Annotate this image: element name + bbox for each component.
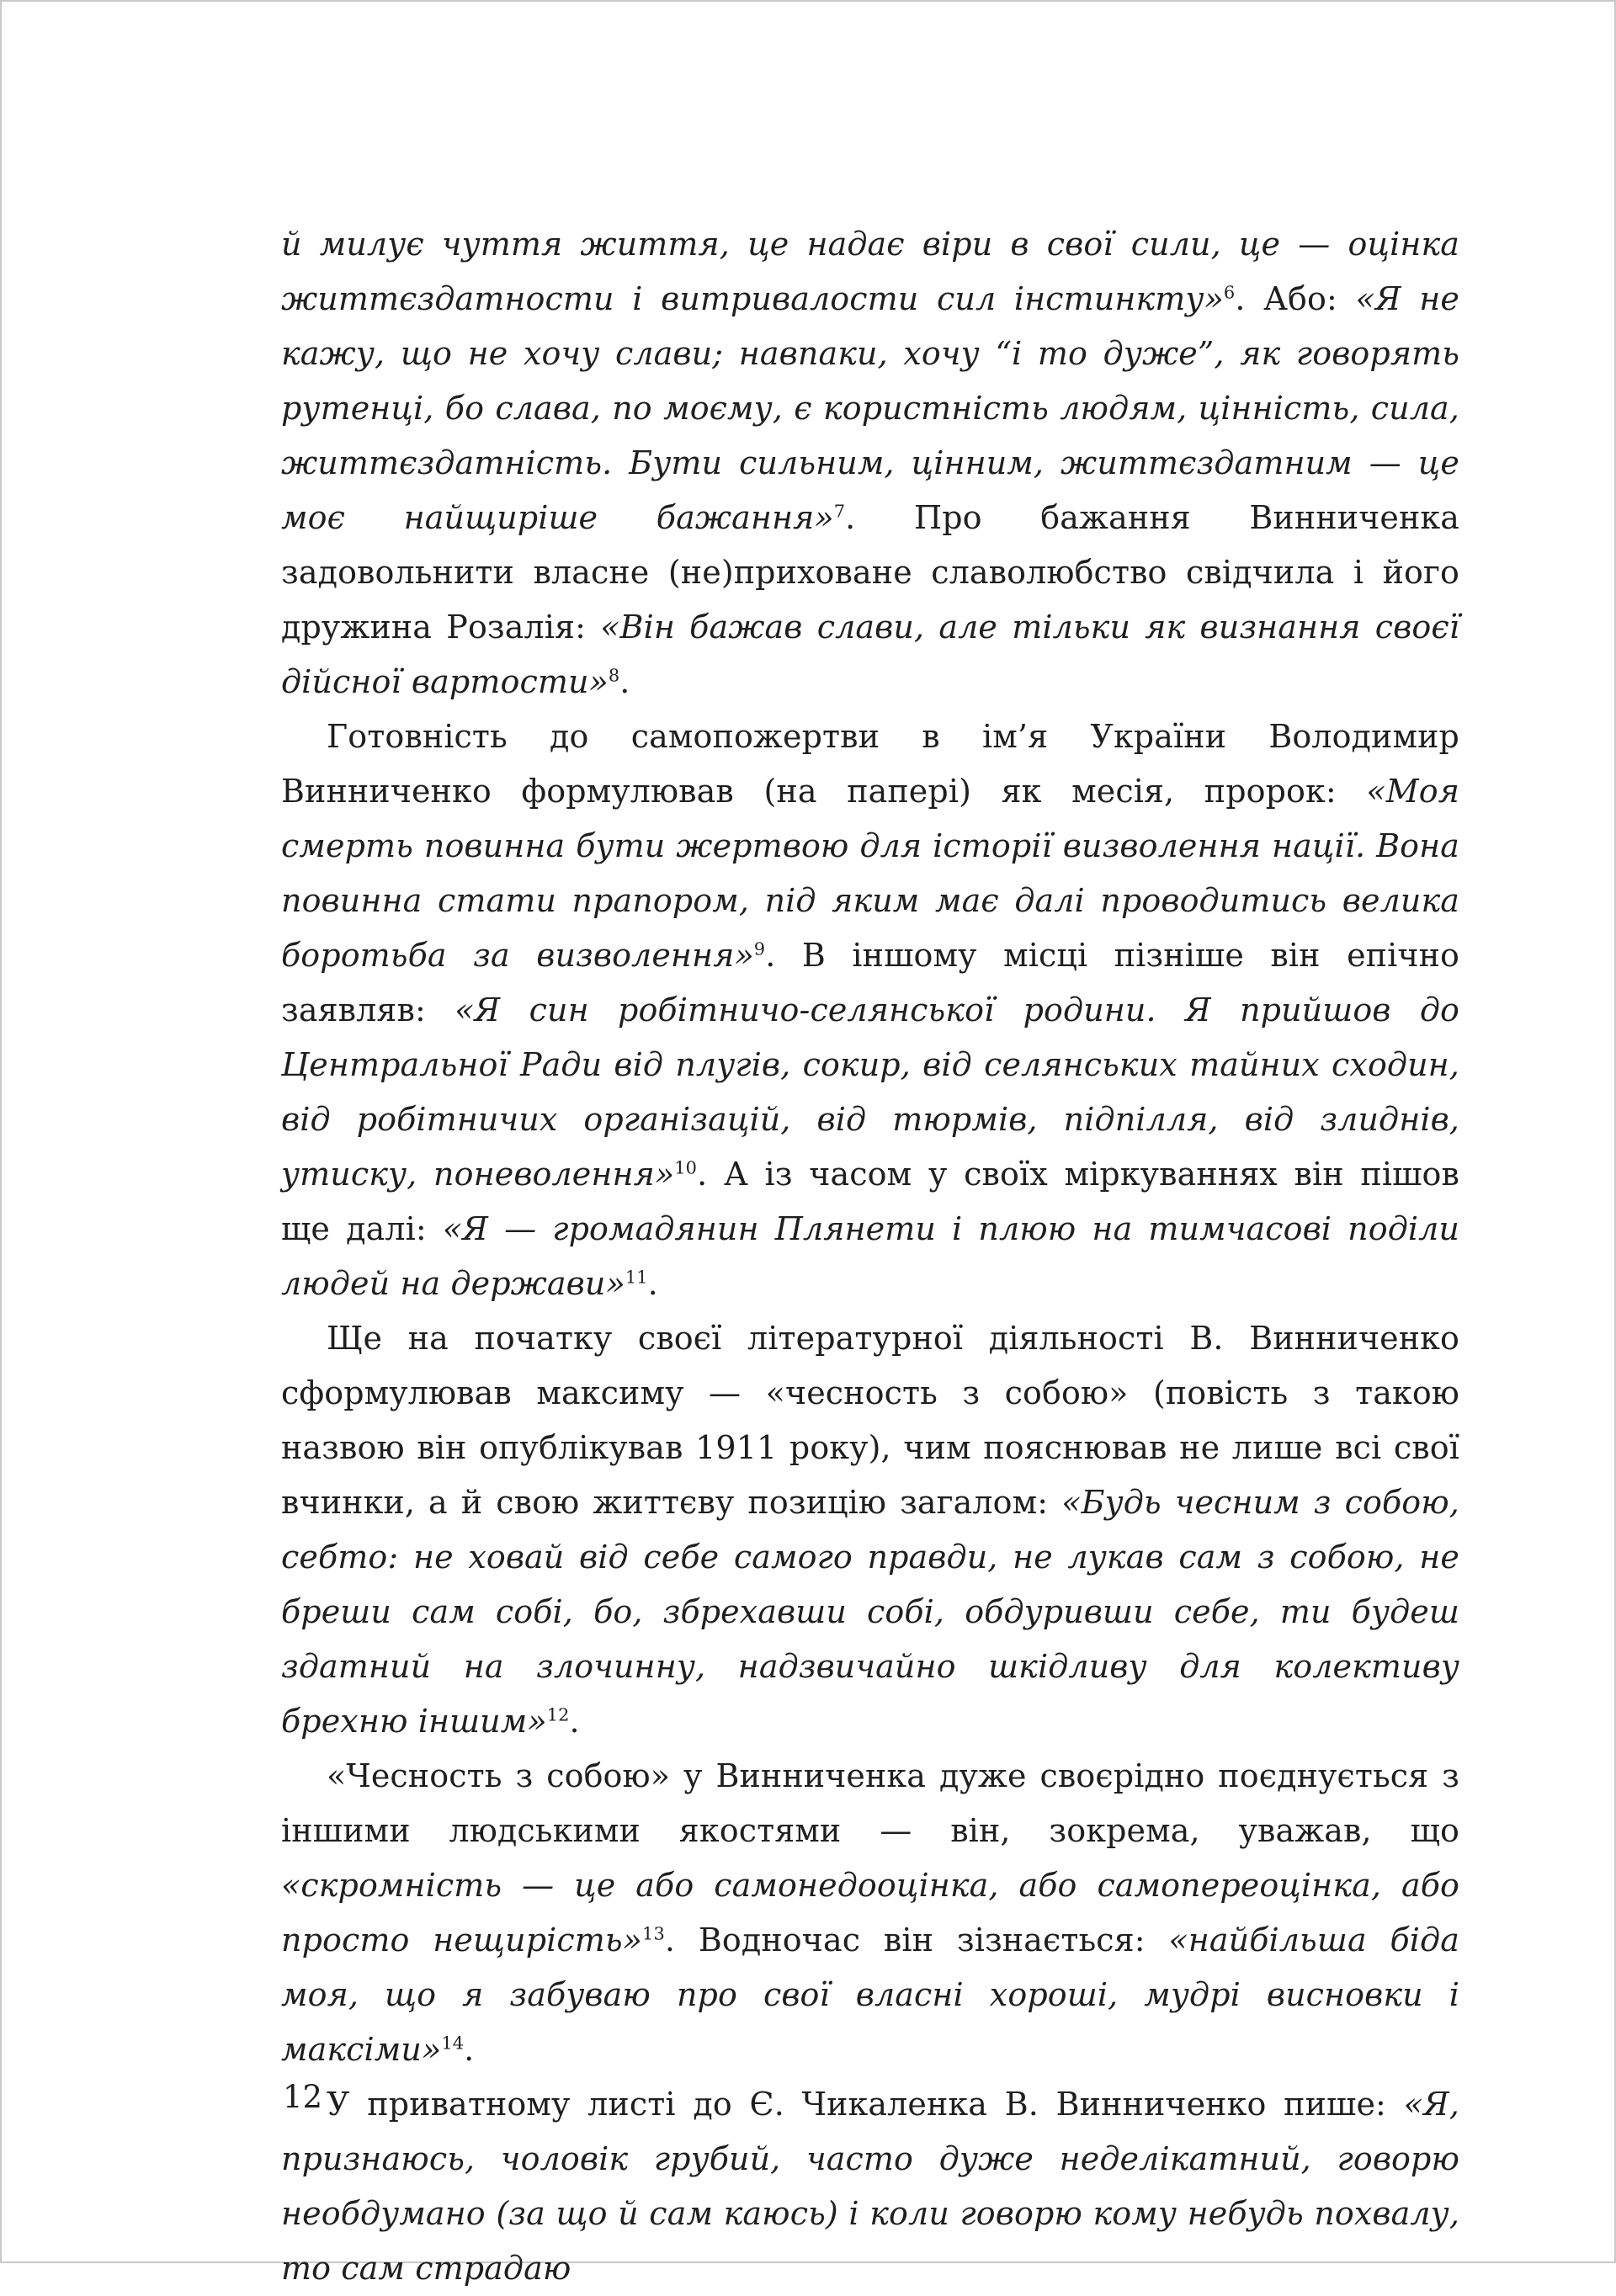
text-segment: й милує чуття життя, це надає віри в свої сили, це — оцінка життєздатности і витривалости сил інстинкту» bbox=[281, 226, 1459, 317]
text-segment: У приватному листі до Є. Чикаленка В. Винниченко пише: bbox=[327, 2086, 1404, 2123]
text-segment: . Водночас він зізнається: bbox=[664, 1921, 1169, 1959]
text-segment: . bbox=[569, 1703, 580, 1740]
text-segment: «Будь чесним з собою, себто: не ховай від себе самого правди, не лукав сам з собою, не бреши сам собі, бо, збрехавши собі, обдуривши себе, ти будеш здатний на злочинну, надзвичайно шкідливу для колективу брехню іншим» bbox=[281, 1484, 1459, 1740]
footnote-ref: 13 bbox=[642, 1923, 665, 1944]
footnote-ref: 12 bbox=[546, 1704, 570, 1725]
text-segment: «скромність — це або самонедооцінка, або самопереоцінка, або просто нещирість» bbox=[281, 1867, 1459, 1959]
text-segment: Ще на початку своєї літературної діяльності В. Винниченко сформулював максиму — «чесность з собою» (повість з такою назвою він опублікував 1911 року), чим пояснював не лише всі свої вчинки, а й свою життєву позицію загалом: bbox=[281, 1320, 1459, 1521]
text-segment: . bbox=[647, 1265, 658, 1302]
text-segment: «Чесность з собою» у Винниченка дуже своєрідно поєднується з іншими людськими якостями — він, зокрема, уважав, що bbox=[281, 1757, 1459, 1849]
footnote-ref: 11 bbox=[625, 1267, 648, 1288]
text-segment: Готовність до самопожертви в ім’я України Володимир Винниченко формулював (на папері) як месія, пророк: bbox=[281, 718, 1459, 810]
footnote-ref: 9 bbox=[753, 938, 766, 959]
text-segment: «Я син робітничо-селянської родини. Я прийшов до Центральної Ради від плугів, сокир, від селянських тайних сходин, від робітничих організацій, від тюрмів, підпілля, від злиднів, утиску, поневолення» bbox=[281, 991, 1459, 1193]
text-segment: . В іншому місці пізніше він епічно заявляв: bbox=[281, 937, 1459, 1028]
paragraph bbox=[281, 2077, 1459, 2296]
text-segment: . А із часом у своїх міркуваннях він пішов ще далі: bbox=[281, 1156, 1459, 1247]
footnote-ref: 10 bbox=[674, 1157, 698, 1178]
page-number: 12 bbox=[283, 2079, 323, 2115]
text-segment: «Я не кажу, що не хочу слави; навпаки, хочу “і то дуже”, як говорять рутенці, бо слава, по моєму, є користність людям, цінність, сила, життєздатність. Бути сильним, цінним, життєздатним — це моє найщиріше бажання» bbox=[281, 280, 1459, 536]
footnote-ref: 6 bbox=[1223, 282, 1236, 303]
text-block bbox=[281, 217, 1459, 2296]
text-segment: . bbox=[464, 2031, 475, 2068]
paragraph bbox=[281, 217, 1459, 710]
paragraph bbox=[281, 1311, 1459, 1749]
footnote-ref: 8 bbox=[608, 665, 620, 686]
footnote-ref: 7 bbox=[833, 501, 846, 522]
text-segment: . Або: bbox=[1235, 280, 1356, 317]
text-segment: . Про бажання Винниченка задовольнити власне (не)приховане славолюбство свідчила і його дружина Розалія: bbox=[281, 499, 1459, 646]
paragraph bbox=[281, 1749, 1459, 2077]
paragraph bbox=[281, 710, 1459, 1311]
text-segment: «найбільша біда моя, що я забуваю про свої власні хороші, мудрі висновки і максіми» bbox=[281, 1921, 1459, 2068]
text-segment: «Моя смерть повинна бути жертвою для історії визволення нації. Вона повинна стати прапором, під яким має далі проводитись велика боротьба за визволення» bbox=[281, 773, 1459, 974]
text-segment: «Я — громадянин Плянети і плюю на тимчасові поділи людей на держави» bbox=[281, 1210, 1459, 1302]
text-segment: «Він бажав слави, але тільки як визнання своєї дійсної вартости» bbox=[281, 609, 1460, 700]
footnote-ref: 14 bbox=[441, 2033, 465, 2054]
text-segment: «Я, признаюсь, чоловік грубий, часто дуже неделікатний, говорю необдумано (за що й сам каюсь) і коли говорю кому небудь похвалу, то сам страдаю bbox=[281, 2086, 1459, 2287]
text-segment: . bbox=[619, 663, 630, 700]
